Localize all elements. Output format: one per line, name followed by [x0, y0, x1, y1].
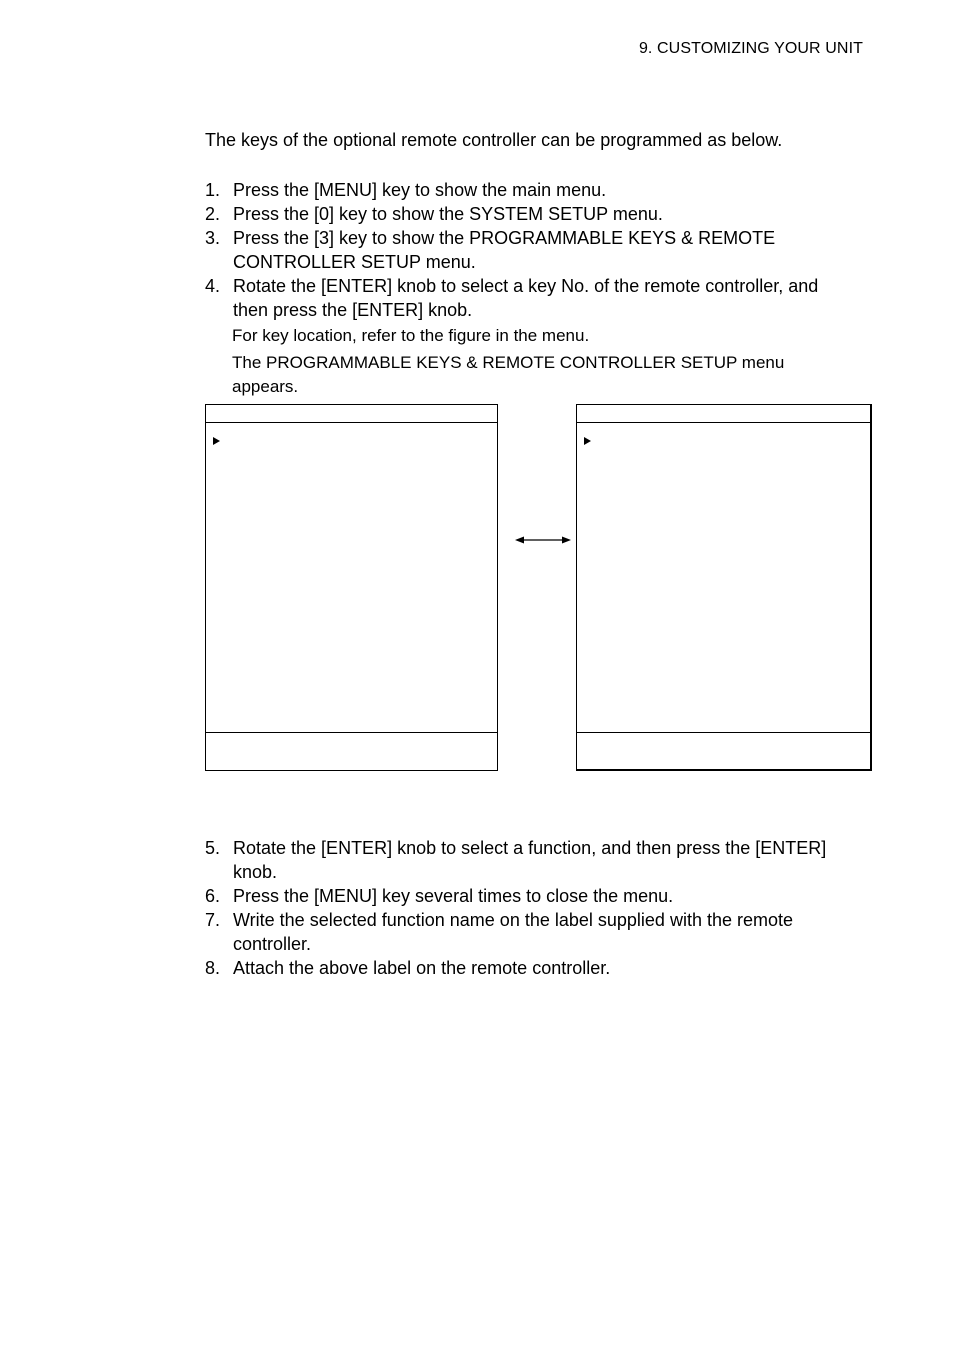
step-6-line-1: Press the [MENU] key several times to close the menu.	[233, 886, 674, 906]
step-1-line-1: Press the [MENU] key to show the main menu.	[233, 180, 607, 200]
step-5-line-1: Rotate the [ENTER] knob to select a function, and then press the [ENTER]	[233, 838, 827, 858]
step-4-line-2: then press the [ENTER] knob.	[233, 300, 473, 320]
step-6-number: 6.	[205, 886, 221, 906]
step-8-line-1: Attach the above label on the remote controller.	[233, 958, 611, 978]
step-5	[205, 836, 865, 884]
page-header: 9. CUSTOMIZING YOUR UNIT	[638, 40, 863, 57]
menu-screen-right	[576, 404, 872, 771]
menu-screen-right-title-bar	[577, 405, 870, 423]
menu-appears-note-line-1: The PROGRAMMABLE KEYS & REMOTE CONTROLLER SETUP menu	[232, 353, 785, 372]
step-8-number: 8.	[205, 958, 221, 978]
step-1-number: 1.	[205, 180, 221, 200]
steps-list-first	[205, 178, 865, 322]
step-8	[205, 956, 865, 980]
step-1	[205, 178, 865, 202]
step-7-number: 7.	[205, 910, 221, 930]
selection-cursor-icon	[584, 437, 591, 445]
menu-screen-left-title-bar	[206, 405, 497, 423]
step-3-number: 3.	[205, 228, 221, 248]
step-7-line-1: Write the selected function name on the label supplied with the remote	[233, 910, 793, 930]
menu-screen-right-list	[577, 423, 870, 733]
step-7-line-2: controller.	[233, 934, 312, 954]
step-4	[205, 274, 865, 322]
step-4-number: 4.	[205, 276, 221, 296]
step-4-line-1: Rotate the [ENTER] knob to select a key No. of the remote controller, and	[233, 276, 819, 296]
menu-appears-note-line-2: appears.	[232, 377, 299, 396]
step-3	[205, 226, 865, 274]
menu-appears-note	[232, 351, 852, 399]
step-3-line-2: CONTROLLER SETUP menu.	[233, 252, 476, 272]
double-headed-arrow-icon	[514, 532, 572, 548]
steps-list-second	[205, 836, 865, 980]
menu-screen-left-footer	[206, 733, 497, 771]
step-2-line-1: Press the [0] key to show the SYSTEM SETUP menu.	[233, 204, 663, 224]
menu-screen-right-footer	[577, 733, 870, 771]
step-7	[205, 908, 865, 956]
menu-screen-left-list	[206, 423, 497, 733]
selection-cursor-icon	[213, 437, 220, 445]
step-2-number: 2.	[205, 204, 221, 224]
key-location-note: For key location, refer to the figure in the menu.	[232, 326, 590, 345]
step-6	[205, 884, 865, 908]
menu-screen-left	[205, 404, 498, 771]
step-5-number: 5.	[205, 838, 221, 858]
step-2	[205, 202, 865, 226]
step-5-line-2: knob.	[233, 862, 278, 882]
intro-paragraph: The keys of the optional remote controller can be programmed as below.	[205, 130, 783, 150]
step-3-line-1: Press the [3] key to show the PROGRAMMABLE KEYS & REMOTE	[233, 228, 776, 248]
